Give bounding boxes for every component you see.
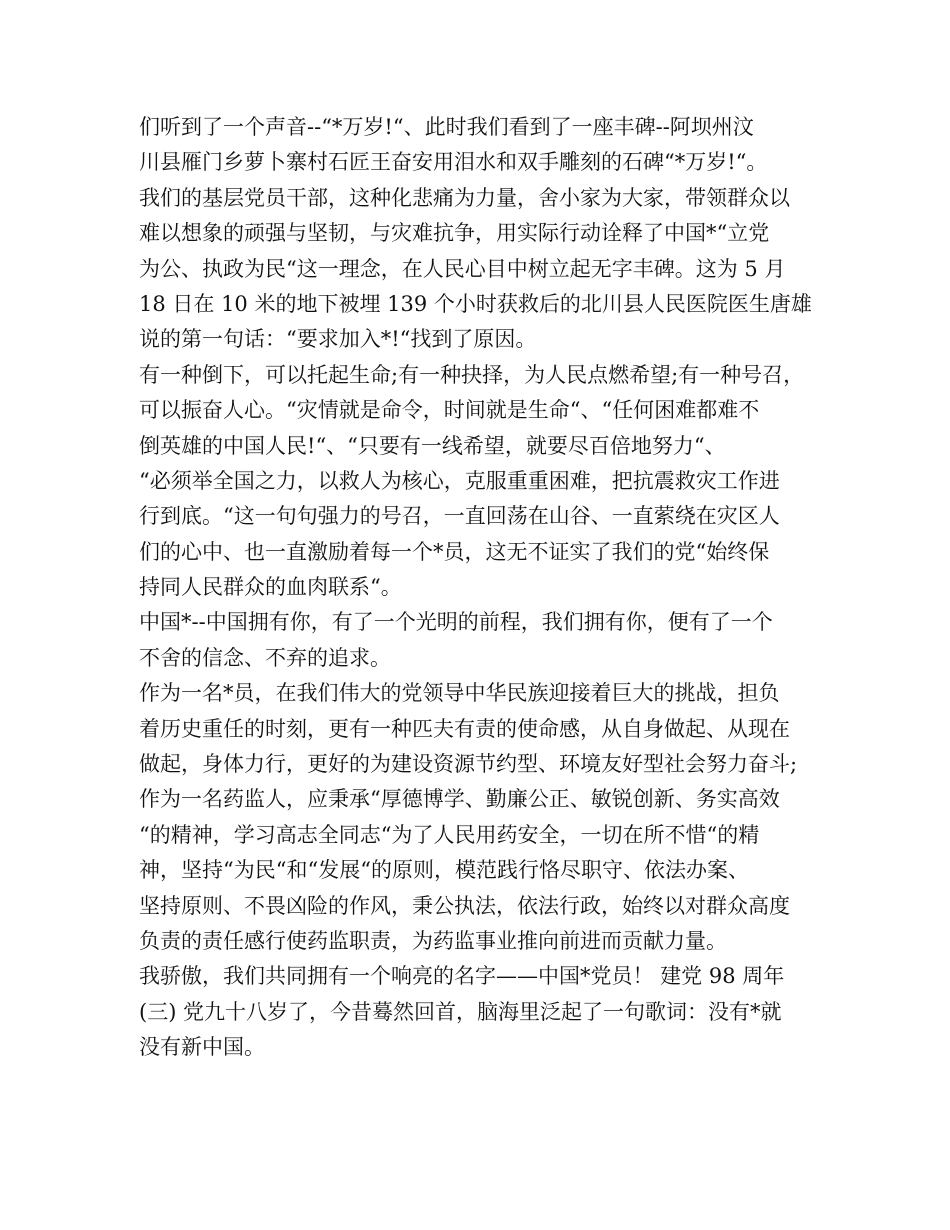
text-line: 作为一名药监人，应秉承“厚德博学、勤廉公正、敏锐创新、务实高效 — [139, 787, 780, 812]
text-line: 做起，身体力行，更好的为建设资源节约型、环境友好型社会努力奋斗; — [139, 752, 798, 777]
document-body — [139, 110, 819, 1066]
text-line: 没有新中国。 — [139, 1035, 265, 1060]
text-line: 我骄傲，我们共同拥有一个响亮的名字——中国*党员！ 建党 98 周年 — [139, 964, 785, 989]
text-line: 说的第一句话：“要求加入*!“找到了原因。 — [139, 327, 537, 352]
text-line: 18 日在 10 米的地下被埋 139 个小时获救后的北川县人民医院医生唐雄 — [139, 291, 812, 316]
text-line: 可以振奋人心。“灾情就是命令，时间就是生命“、“任何困难都难不 — [139, 398, 760, 423]
text-line: 们听到了一个声音--“*万岁!“、此时我们看到了一座丰碑--阿坝州汶 — [139, 115, 754, 139]
text-line: 神，坚持“为民“和“发展“的原则，模范践行恪尽职守、依法办案、 — [139, 858, 749, 883]
text-line: 为公、执政为民“这一理念，在人民心目中树立起无字丰碑。这为 5 月 — [139, 256, 786, 281]
text-line: 难以想象的顽强与坚韧，与灾难抗争，用实际行动诠释了中国*“立党 — [139, 221, 770, 246]
text-line: 我们的基层党员干部，这种化悲痛为力量，舍小家为大家，带领群众以 — [139, 185, 790, 210]
text-line: 着历史重任的时刻，更有一种匹夫有责的使命感，从自身做起、从现在 — [139, 716, 790, 741]
text-line: 持同人民群众的血肉联系“。 — [139, 575, 402, 600]
text-line: “的精神，学习高志全同志“为了人民用药安全，一切在所不惜“的精 — [139, 822, 760, 847]
text-line: 负责的责任感行使药监职责，为药监事业推向前进而贡献力量。 — [139, 928, 727, 953]
text-line: “必须举全国之力，以救人为核心，克服重重困难，把抗震救灾工作进 — [139, 468, 780, 493]
text-line: 作为一名*员，在我们伟大的党领导中华民族迎接着巨大的挑战，担负 — [139, 681, 780, 706]
text-line: 行到底。“这一句句强力的号召，一直回荡在山谷、一直萦绕在灾区人 — [139, 504, 780, 529]
text-line: 中国*--中国拥有你，有了一个光明的前程，我们拥有你，便有了一个 — [139, 610, 773, 635]
text-line: 坚持原则、不畏凶险的作风，秉公执法，依法行政，始终以对群众高度 — [139, 893, 790, 918]
text-line: 有一种倒下，可以托起生命;有一种抉择，为人民点燃希望;有一种号召， — [139, 362, 805, 387]
text-line: 倒英雄的中国人民!“、“只要有一线希望，就要尽百倍地努力“、 — [139, 433, 726, 458]
text-line: (三) 党九十八岁了，今昔蓦然回首，脑海里泛起了一句歌词：没有*就 — [139, 999, 782, 1024]
text-line: 们的心中、也一直激励着每一个*员，这无不证实了我们的党“始终保 — [139, 539, 770, 564]
text-line: 不舍的信念、不弃的追求。 — [139, 645, 391, 670]
text-line: 川县雁门乡萝卜寨村石匠王奋安用泪水和双手雕刻的石碑“*万岁!“。 — [139, 150, 768, 175]
